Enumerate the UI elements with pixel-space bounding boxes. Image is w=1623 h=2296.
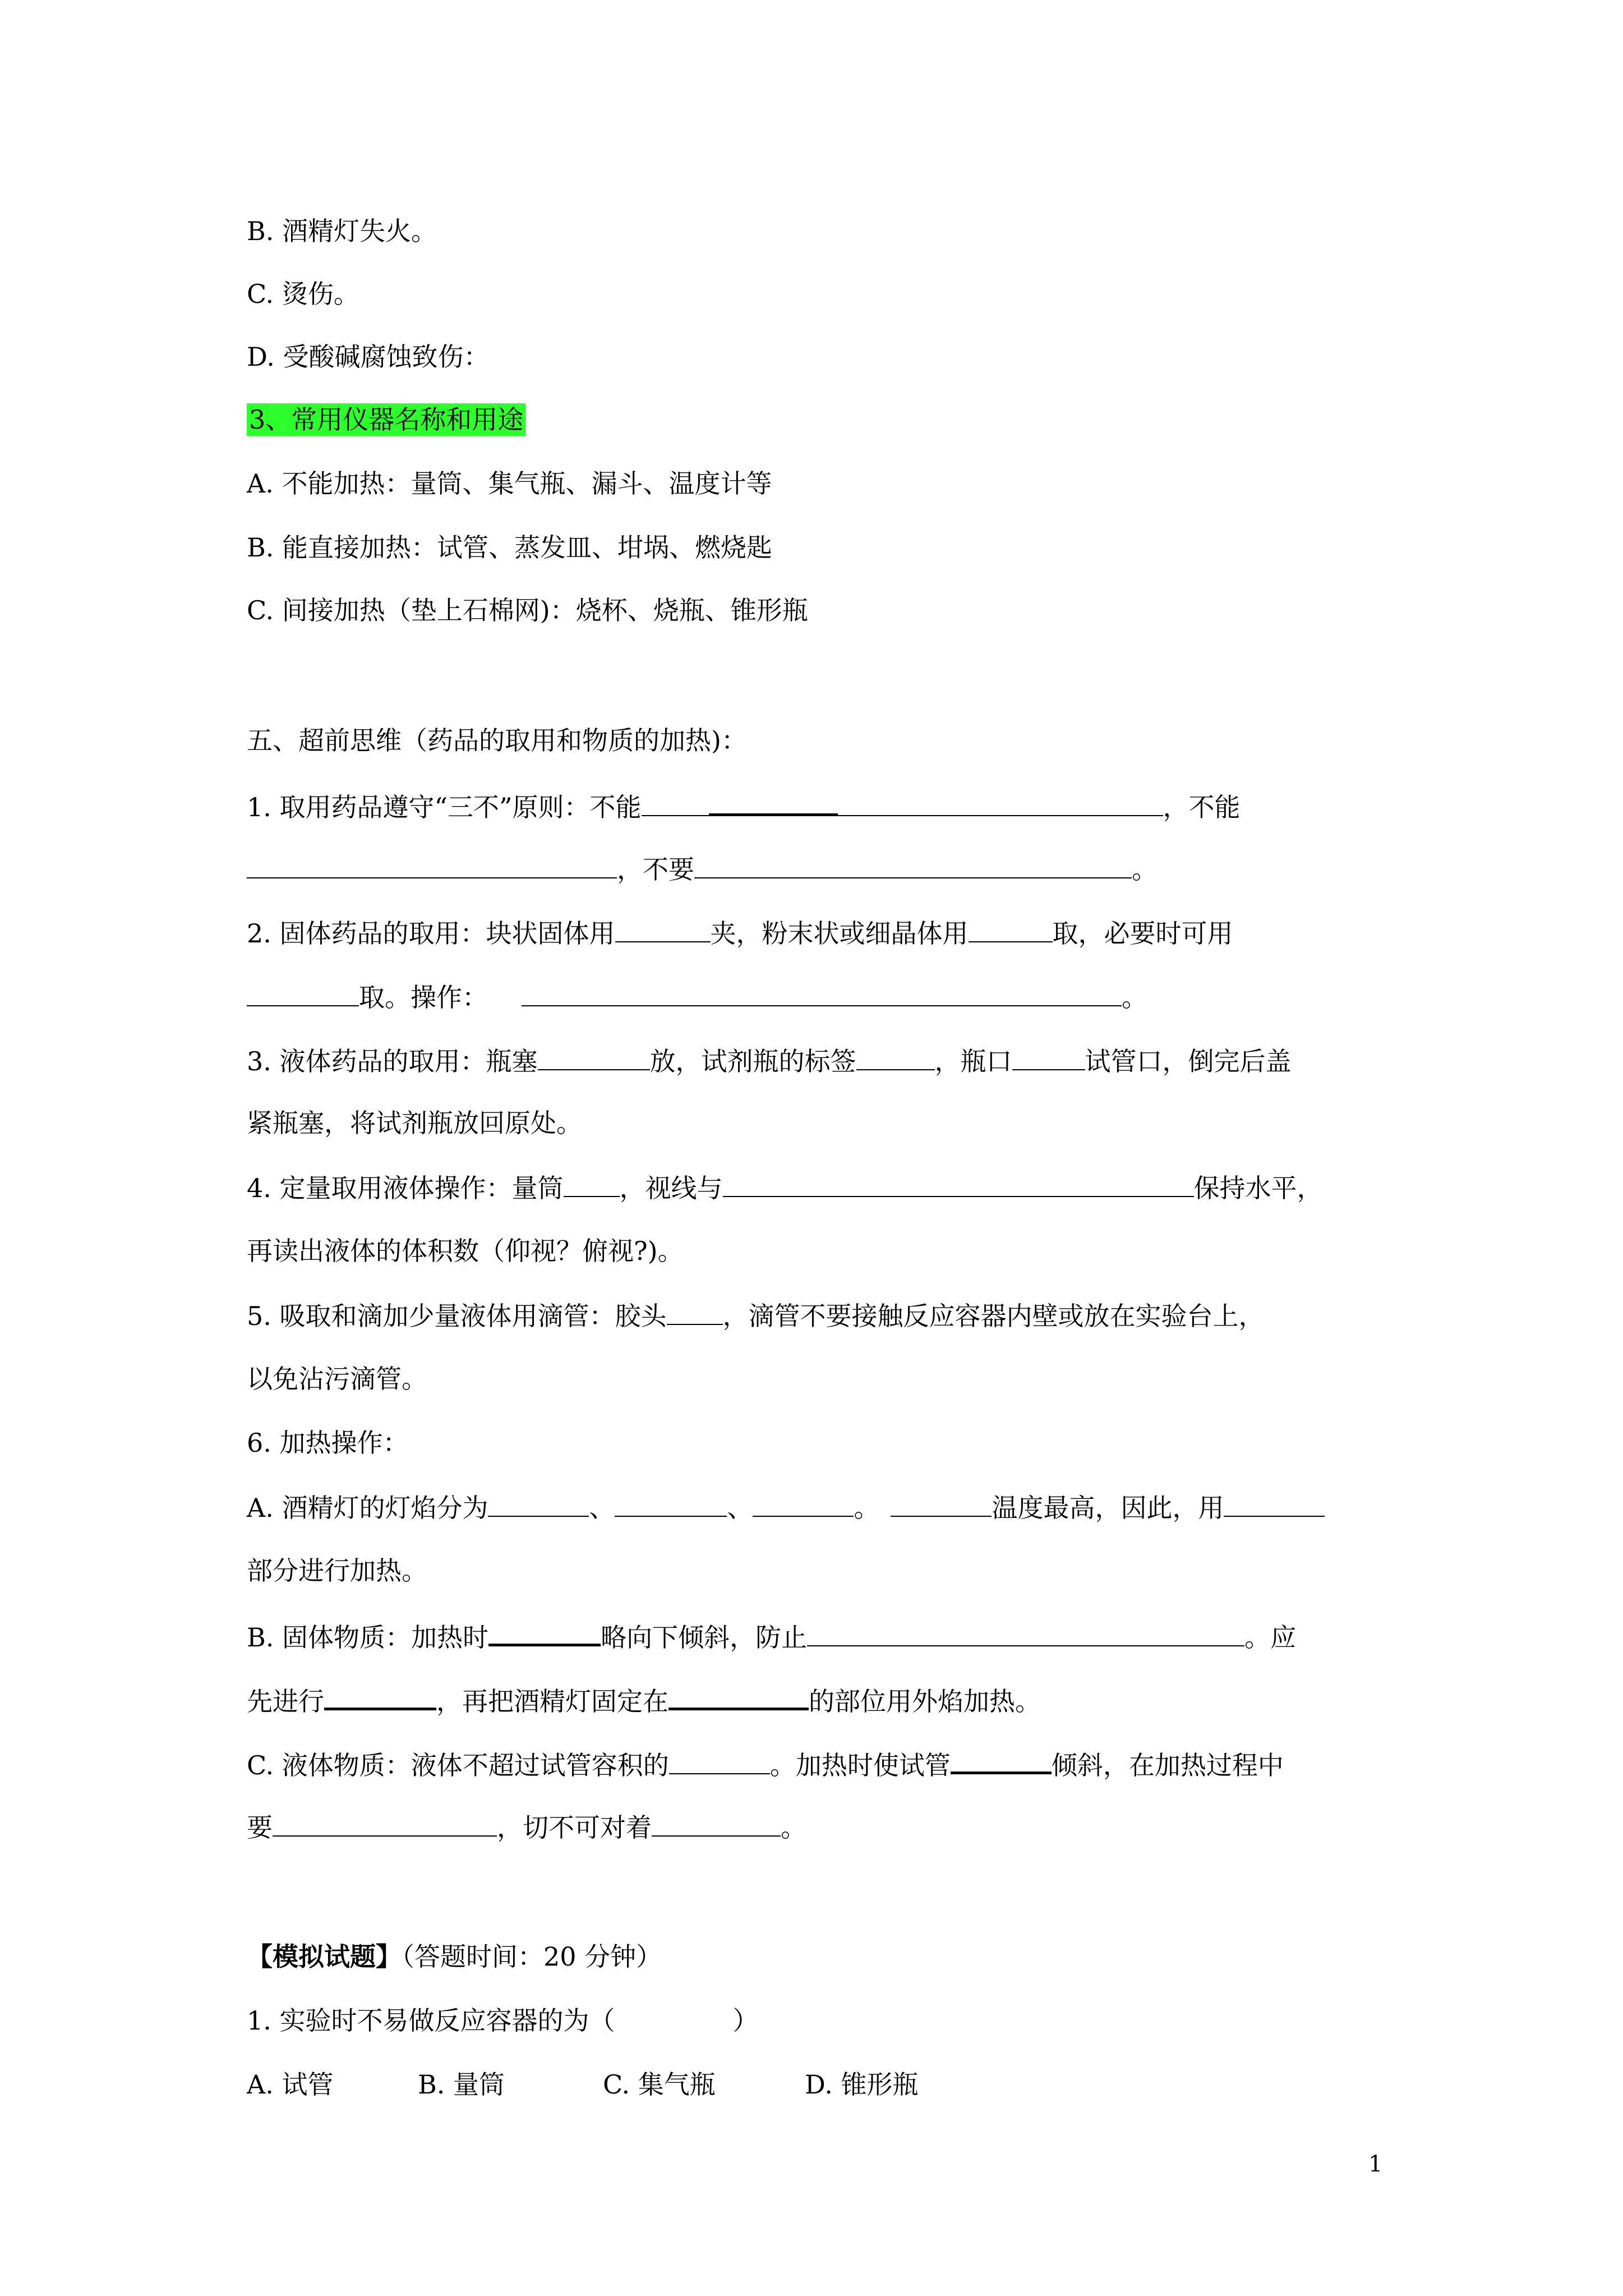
question-6b-text-d: 先进行 — [247, 1686, 324, 1717]
question-6b-text-b: 略向下倾斜，防止 — [601, 1622, 808, 1653]
answer-blank[interactable] — [969, 915, 1053, 942]
mock-question-1 — [247, 2004, 1399, 2037]
question-6a-text-d: 。 — [854, 1493, 880, 1523]
question-3-line-1 — [247, 1043, 1399, 1078]
question-3-line-2: 紧瓶塞，将试剂瓶放回原处。 — [247, 1108, 582, 1138]
mock-test-title: 【模拟试题】 — [247, 1941, 402, 1972]
question-6b-line-1 — [247, 1618, 1399, 1654]
question-6a-text-e: 温度最高，因此，用 — [992, 1493, 1224, 1523]
question-6b-text-c: 。应 — [1244, 1622, 1297, 1653]
mock-question-1-options — [247, 2068, 1399, 2101]
question-6a-text-c: 、 — [727, 1493, 753, 1523]
answer-blank[interactable] — [723, 1170, 1194, 1197]
question-6b-line-2 — [247, 1682, 1399, 1718]
question-6c-text-f: 。 — [781, 1812, 806, 1843]
question-3-text-a: 3. 液体药品的取用：瓶塞 — [247, 1046, 538, 1076]
option-a[interactable]: A. 试管 — [247, 2069, 334, 2100]
question-4-line-1 — [247, 1170, 1399, 1205]
question-4-text-c: 保持水平， — [1193, 1173, 1323, 1203]
question-3-text-c: ，瓶口 — [934, 1046, 1012, 1076]
question-2-line-1 — [247, 915, 1399, 950]
question-2-text-e: 。 — [1122, 982, 1147, 1013]
question-6a-text-b: 、 — [589, 1493, 615, 1523]
question-5-line-2: 以免沾污滴管。 — [247, 1364, 427, 1394]
question-6c-line-1 — [247, 1746, 1399, 1782]
question-4-text-a: 4. 定量取用液体操作：量筒 — [247, 1173, 564, 1203]
question-2-text-b: 夹，粉末状或细晶体用 — [710, 918, 969, 949]
answer-blank[interactable] — [951, 1746, 1052, 1774]
answer-blank[interactable] — [652, 1810, 781, 1837]
answer-blank[interactable] — [669, 1747, 770, 1774]
answer-blank[interactable] — [615, 915, 711, 942]
question-6b-text-a: B. 固体物质：加热时 — [247, 1622, 489, 1653]
answer-blank[interactable] — [838, 789, 1163, 816]
answer-blank[interactable] — [615, 1490, 727, 1517]
question-3-text-d: 试管口，倒完后盖 — [1085, 1046, 1292, 1076]
answer-blank[interactable] — [891, 1490, 992, 1517]
instruments-item-b: B. 能直接加热：试管、蒸发皿、坩埚、燃烧匙 — [247, 532, 773, 563]
answer-blank[interactable] — [564, 1170, 620, 1197]
question-1-text-b: ，不能 — [1163, 792, 1241, 822]
answer-blank[interactable] — [488, 1490, 589, 1517]
answer-blank[interactable] — [1224, 1490, 1325, 1517]
question-5-text-b: ，滴管不要接触反应容器内壁或放在实验台上， — [722, 1301, 1265, 1331]
answer-blank[interactable] — [247, 852, 617, 878]
question-2-text-c: 取，必要时可用 — [1052, 918, 1233, 949]
question-1-text-c: ，不要 — [617, 854, 694, 885]
option-d[interactable]: D. 锥形瓶 — [805, 2069, 919, 2100]
safety-item-c: C. 烫伤。 — [247, 279, 359, 309]
safety-item-d: D. 受酸碱腐蚀致伤： — [247, 342, 490, 372]
answer-blank[interactable] — [522, 979, 1122, 1006]
option-c[interactable]: C. 集气瓶 — [603, 2069, 716, 2100]
safety-item-b: B. 酒精灯失火。 — [247, 216, 437, 246]
answer-blank[interactable] — [247, 979, 359, 1006]
question-6c-text-c: 倾斜，在加热过程中 — [1051, 1750, 1284, 1780]
answer-blank[interactable] — [856, 1043, 935, 1070]
page-number: 1 — [1368, 2151, 1383, 2177]
answer-blank[interactable] — [642, 789, 709, 816]
question-3-text-b: 放，试剂瓶的标签 — [649, 1046, 856, 1076]
mock-test-time: （答题时间：20 分钟） — [402, 1941, 662, 1972]
answer-blank[interactable] — [667, 1298, 723, 1325]
question-6c-line-2 — [247, 1810, 1399, 1844]
answer-blank[interactable] — [273, 1810, 497, 1837]
instruments-item-a: A. 不能加热：量筒、集气瓶、漏斗、温度计等 — [247, 468, 772, 499]
question-2-line-2 — [247, 979, 1399, 1014]
question-1-line-1 — [247, 788, 1399, 824]
mock-question-1-text: 1. 实验时不易做反应容器的为（ — [247, 2005, 615, 2036]
answer-blank[interactable] — [668, 1682, 809, 1710]
section5-heading: 五、超前思维（药品的取用和物质的加热)： — [247, 725, 747, 756]
instruments-heading: 3、常用仪器名称和用途 — [247, 403, 525, 436]
instruments-heading-line — [247, 403, 1399, 436]
mock-question-1-close: ） — [732, 2005, 759, 2036]
question-6a-line-2: 部分进行加热。 — [247, 1556, 427, 1586]
question-5-line-1 — [247, 1298, 1399, 1333]
instruments-item-c: C. 间接加热（垫上石棉网)：烧杯、烧瓶、锥形瓶 — [247, 595, 808, 625]
answer-blank[interactable] — [709, 788, 838, 816]
answer-blank[interactable] — [694, 852, 1132, 878]
question-2-text-d: 取。操作： — [359, 982, 488, 1013]
question-6-title: 6. 加热操作： — [247, 1428, 409, 1458]
question-2-text-a: 2. 固体药品的取用：块状固体用 — [247, 918, 615, 949]
question-6c-text-a: C. 液体物质：液体不超过试管容积的 — [247, 1750, 669, 1780]
answer-blank[interactable] — [753, 1490, 854, 1517]
option-b[interactable]: B. 量筒 — [418, 2069, 505, 2100]
question-1-text-d: 。 — [1132, 854, 1158, 885]
answer-blank[interactable] — [488, 1618, 601, 1646]
question-4-text-b: ，视线与 — [619, 1173, 723, 1203]
mock-test-heading — [247, 1940, 1399, 1973]
question-1-line-2 — [247, 852, 1399, 886]
question-5-text-a: 5. 吸取和滴加少量液体用滴管：胶头 — [247, 1301, 667, 1331]
answer-blank[interactable] — [1012, 1043, 1085, 1070]
question-6c-text-e: ，切不可对着 — [497, 1812, 652, 1843]
answer-blank[interactable] — [807, 1619, 1244, 1646]
question-6c-text-d: 要 — [247, 1812, 273, 1843]
question-6b-text-e: ，再把酒精灯固定在 — [436, 1686, 668, 1717]
question-6b-text-f: 的部位用外焰加热。 — [809, 1686, 1041, 1717]
question-4-line-2: 再读出液体的体积数（仰视？俯视?)。 — [247, 1236, 684, 1266]
question-1-text-a: 1. 取用药品遵守“三不”原则：不能 — [247, 792, 642, 822]
question-6c-text-b: 。加热时使试管 — [769, 1750, 951, 1780]
question-6a-text-a: A. 酒精灯的灯焰分为 — [247, 1493, 488, 1523]
question-6a-line-1 — [247, 1490, 1399, 1525]
answer-blank[interactable] — [324, 1682, 436, 1710]
answer-blank[interactable] — [538, 1043, 650, 1070]
